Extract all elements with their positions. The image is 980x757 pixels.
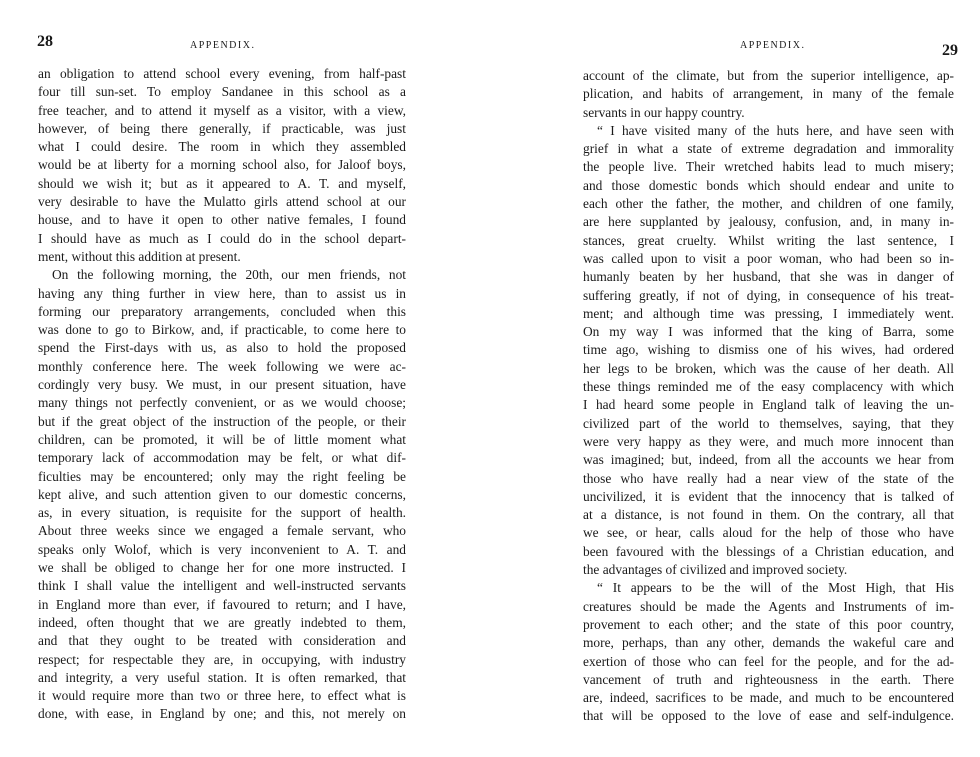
text-line: and integrity, a very useful station. It is often remarked, that	[38, 669, 406, 685]
body-text	[38, 65, 406, 724]
text-line: an obligation to attend school every evening, from half-past	[38, 66, 406, 81]
text-line: what I could desire. The room in which they assembled	[38, 139, 406, 155]
text-line: her legs to be broken, which was the cause of her death. All	[583, 360, 954, 376]
text-line: it would require more than two or three here, to effect what is	[38, 688, 406, 704]
text-line: free teacher, and to attend it myself as a visitor, with a view,	[38, 102, 406, 118]
text-line: humanly beaten by her husband, that she was in danger of	[583, 269, 954, 285]
page-number: 29	[942, 42, 958, 59]
text-line: ment; and although time was pressing, I immediately went.	[583, 305, 954, 321]
text-line: should we wish it; but as it appeared to A. T. and myself,	[38, 175, 406, 191]
text-line: been favoured with the blessings of a Christian education, and	[583, 543, 954, 559]
text-line: having any thing further in view here, than to assist us in	[38, 285, 406, 301]
text-line: I had heard some people in England talk of leaving the un-	[583, 397, 954, 413]
text-line: children, can be promoted, it will be of little moment what	[38, 431, 406, 447]
text-line: kept alive, and such attention given to our domestic concerns,	[38, 486, 406, 502]
text-line: was imagined; but, indeed, from all the accounts we hear from	[583, 452, 954, 468]
text-line: ficulties may be encountered; only may the right feeling be	[38, 468, 406, 484]
text-line: that will be opposed to the love of ease and self-indulgence.	[583, 708, 954, 724]
text-line: account of the climate, but from the superior intelligence, ap-	[583, 68, 954, 83]
text-line: would be at liberty for a morning school also, for Jaloof boys,	[38, 157, 406, 173]
text-line: we shall be obliged to change her for one more instructed. I	[38, 560, 406, 576]
text-line: was done to go to Birkow, and, if practicable, to come here to	[38, 322, 406, 338]
text-line: and those domestic bonds which should endear and unite to	[583, 177, 954, 193]
text-line: the people live. Their wretched habits lead to much misery;	[583, 159, 954, 175]
text-line: these things reminded me of the easy complacency with which	[583, 379, 954, 395]
text-line: as, in every situation, is requisite for the support of health.	[38, 505, 406, 521]
text-line: indeed, often thought that we are greatly indebted to them,	[38, 614, 406, 630]
text-line: house, and to have it open to other native females, I found	[38, 212, 406, 228]
text-line: provement to each other; and the state of this poor country,	[583, 616, 954, 632]
text-line: spend the First-days with us, as also to hold the proposed	[38, 340, 406, 356]
text-line: the advantages of civilized and improved society.	[583, 562, 848, 578]
text-line: four till sun-set. To employ Sandanee in this school as a	[38, 84, 406, 100]
text-line: was called upon to visit a poor woman, who had been so in-	[583, 250, 954, 266]
text-line: stances, great cruelty. Whilst writing the last sentence, I	[583, 232, 954, 248]
page-number: 28	[37, 33, 53, 50]
text-line: plication, and habits of arrangement, in many of the female	[583, 86, 954, 102]
text-line: About three weeks since we engaged a female servant, who	[38, 523, 406, 539]
text-line: done, with ease, in England by one; and this, not merely on	[38, 706, 406, 722]
text-line: think I shall value the intelligent and well-instructed servants	[38, 578, 406, 594]
text-line: very desirable to have the Mulatto girls attend school at our	[38, 194, 406, 210]
text-line: we see, or hear, calls aloud for the help of those who have	[583, 525, 954, 541]
text-line: speaks only Wolof, which is very inconvenient to A. T. and	[38, 541, 406, 557]
text-line: many things not perfectly convenient, or as we would choose;	[38, 395, 406, 411]
text-line: respect; for respectable they are, in occupying, with industry	[38, 651, 406, 667]
text-line: exertion of those who can feel for the people, and for the ad-	[583, 653, 954, 669]
text-line: in England more than ever, if favoured to return; and I have,	[38, 596, 406, 612]
text-line: grief in what a state of extreme degradation and immorality	[583, 141, 954, 157]
text-line: On my way I was informed that the king of Barra, some	[583, 324, 954, 340]
text-line: uncivilized, it is evident that the innocency that is talked of	[583, 488, 954, 504]
text-line: On the following morning, the 20th, our men friends, not	[52, 267, 406, 283]
text-line: ment, without this addition at present.	[38, 248, 241, 264]
text-line: forming our preparatory arrangements, concluded when this	[38, 303, 406, 319]
text-line: were very happy as they were, and much more innocent than	[583, 433, 954, 449]
running-head: APPENDIX.	[190, 40, 256, 51]
text-line: those who have really had a near view of the state of the	[583, 470, 954, 486]
right-page	[490, 0, 980, 757]
text-line: more, perhaps, than any other, demands the wakeful care and	[583, 635, 954, 651]
text-line: time ago, wishing to dismiss one of his wives, had ordered	[583, 342, 954, 358]
text-line: suffering greatly, if not of dying, in consequence of his treat-	[583, 287, 954, 303]
text-line: cordingly very busy. We must, in our present situation, have	[38, 377, 406, 393]
body-text	[583, 67, 954, 726]
text-line: “ It appears to be the will of the Most High, that His	[597, 580, 954, 596]
text-line: however, of being there generally, if practicable, was just	[38, 120, 406, 136]
text-line: temporary lack of accommodation may be felt, or what dif-	[38, 450, 406, 466]
text-line: are, indeed, sacrifices to be made, and much to be encountered	[583, 690, 954, 706]
text-line: “ I have visited many of the huts here, and have seen with	[597, 122, 954, 138]
text-line: vancement of truth and righteousness in the earth. There	[583, 671, 954, 687]
text-line: monthly conference here. The week following we were ac-	[38, 358, 406, 374]
text-line: and that they ought to be treated with consideration and	[38, 633, 406, 649]
text-line: at a distance, is not found in them. On the contrary, all that	[583, 507, 954, 523]
text-line: civilized part of the world to themselves, saying, that they	[583, 415, 954, 431]
text-line: each other the father, the mother, and children of one family,	[583, 196, 954, 212]
text-line: are here supplanted by jealousy, confusion, and, in many in-	[583, 214, 954, 230]
text-line: but if the great object of the instruction of the people, or their	[38, 413, 406, 429]
running-head: APPENDIX.	[740, 40, 806, 51]
text-line: creatures should be made the Agents and Instruments of im-	[583, 598, 954, 614]
text-line: I should have as much as I could do in the school depart-	[38, 230, 406, 246]
text-line: servants in our happy country.	[583, 104, 745, 120]
